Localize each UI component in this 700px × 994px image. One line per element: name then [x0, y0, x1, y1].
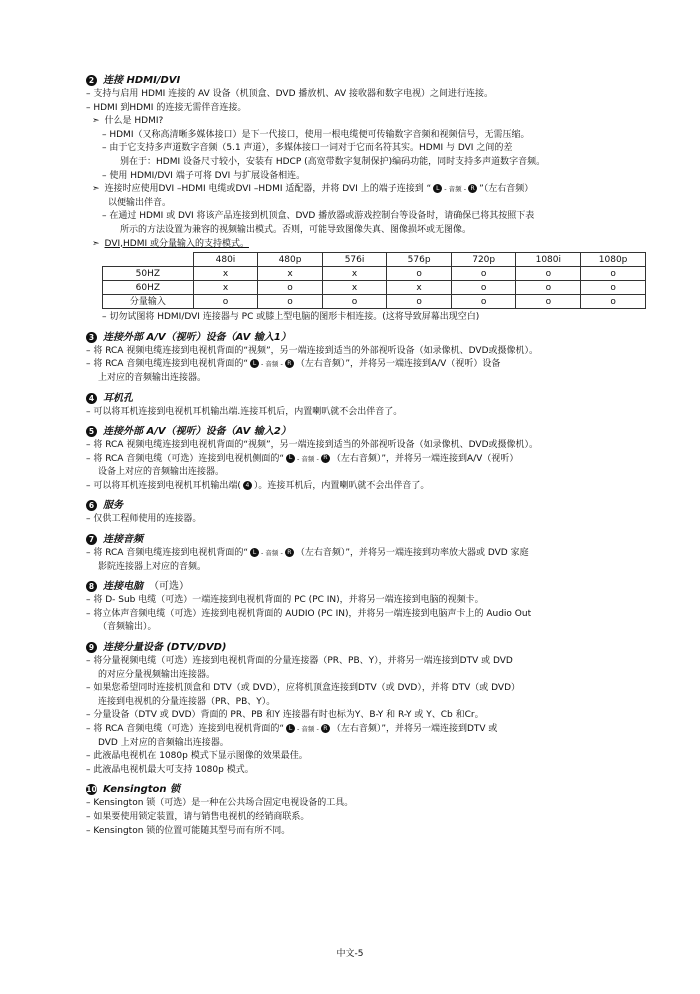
- table-cell: o: [516, 295, 581, 309]
- table-row-header: 60HZ: [103, 281, 194, 295]
- table-cell: o: [516, 281, 581, 295]
- text-line: – 如果要使用锁定装置，请与销售电视机的经销商联系。: [86, 811, 310, 822]
- section-number-badge: 3: [86, 332, 97, 343]
- text-line: – 如果您希望同时连接机顶盒和 DTV（或 DVD），应将机顶盒连接到DTV（或 DVD），并将 DTV（或 DVD）: [86, 683, 520, 694]
- text-run: – 将 RCA 音频电缆连接到电视机背面的“: [86, 359, 248, 370]
- table-cell: x: [193, 267, 257, 281]
- table-cell: o: [193, 295, 257, 309]
- table-column-header: 576p: [387, 253, 452, 267]
- table-cell: o: [387, 267, 452, 281]
- table-cell: o: [581, 267, 646, 281]
- table-row: [103, 295, 646, 309]
- table-cell: x: [322, 281, 386, 295]
- arrow-bullet-icon: ➣: [92, 184, 100, 195]
- text-line: 以便输出伴音。: [108, 197, 172, 208]
- text-line: – 可以将耳机连接到电视机耳机输出端.连接耳机后，内置喇叭就不会出伴音了。: [86, 406, 403, 417]
- audio-left-icon: L: [433, 184, 442, 193]
- audio-label: - 音频 -: [444, 185, 467, 194]
- supported-modes-table: [102, 252, 646, 309]
- table-row-header: 50HZ: [103, 267, 194, 281]
- text-run: ）。连接耳机后，内置喇叭就不会出伴音了。: [253, 480, 430, 491]
- section-title: 连接电脑: [103, 581, 143, 593]
- arrow-bullet-icon: ➣: [92, 238, 100, 249]
- bullet-what-is-hdmi: [86, 115, 646, 129]
- section-heading: [86, 532, 646, 547]
- section-title: 耳机孔: [103, 392, 133, 404]
- text-line: – 支持与启用 HDMI 连接的 AV 设备（机顶盒、DVD 播放机、AV 接收器和数字电视）之间进行连接。: [86, 89, 493, 99]
- section-number-badge: 2: [86, 75, 97, 86]
- text-line: 上对应的音频输出连接器。: [98, 372, 207, 383]
- section-heading: [86, 498, 646, 513]
- table-cell: o: [451, 267, 516, 281]
- audio-left-icon: L: [250, 548, 259, 557]
- text-run: – 将 RCA 音频电缆连接到电视机背面的“: [86, 548, 248, 559]
- table-row-header: 分量输入: [103, 295, 194, 309]
- section-av-input-2: [86, 424, 646, 493]
- table-cell: o: [387, 295, 452, 309]
- text-line: – 分量设备（DTV 或 DVD）背面的 PR、PB 和Y 连接器有时也标为Y、B-Y 和 R-Y 或 Y、Cb 和Cr。: [86, 710, 484, 721]
- audio-left-icon: L: [286, 724, 295, 733]
- section-heading: [86, 579, 646, 594]
- section-av-input-1: [86, 330, 646, 386]
- text-line: [86, 547, 646, 561]
- text-line: – 由于它支持多声道数字音频（5.1 声道），多媒体接口一词对于它而名符其实。HDMI 与 DVI 之间的差: [102, 143, 513, 154]
- table-cell: o: [258, 295, 323, 309]
- section-heading: [86, 424, 646, 439]
- text-line: [86, 453, 646, 467]
- text-line: [86, 480, 646, 494]
- bullet-title: 什么是 HDMI?: [104, 116, 164, 127]
- section-subtitle: （可选）: [149, 581, 189, 593]
- table-header-row: [103, 253, 646, 267]
- text-line: – 在通过 HDMI 或 DVI 将该产品连接到机顶盒、DVD 播放器或游戏控制台等设备时，请确保已将其按照下表: [102, 211, 535, 222]
- section-heading: [86, 391, 646, 406]
- section-number-badge: 4: [86, 393, 97, 404]
- section-title: 连接外部 A/V（视听）设备（AV 输入1）: [103, 331, 291, 343]
- audio-label: - 音频 -: [297, 725, 319, 733]
- section-title: Kensington 锁: [103, 784, 181, 796]
- audio-right-icon: R: [468, 184, 477, 193]
- section-number-badge: 7: [86, 534, 97, 545]
- text-run: （左右音频）”，并将另一端连接到A/V（视听）: [331, 453, 519, 464]
- page-content: [86, 73, 646, 843]
- audio-right-icon: R: [285, 548, 294, 557]
- audio-label: - 音频 -: [261, 549, 283, 558]
- section-number-badge: 8: [86, 581, 97, 592]
- table-corner-cell: [103, 253, 194, 267]
- table-cell: o: [258, 281, 323, 295]
- section-component: [86, 640, 646, 777]
- text-line: – 将 RCA 视频电缆连接到电视机背面的“视频”，另一端连接到适当的外部视听设备（如录像机、DVD或摄像机）。: [86, 345, 539, 356]
- table-column-header: 720p: [451, 253, 516, 267]
- section-heading: [86, 640, 646, 655]
- table-cell: o: [516, 267, 581, 281]
- text-line: [86, 723, 646, 737]
- section-title: 连接分量设备 (DTV/DVD): [103, 642, 227, 654]
- text-line: 的对应分量视频输出连接器。: [98, 669, 216, 680]
- audio-label: - 音频 -: [261, 360, 283, 369]
- section-number-badge: 6: [86, 500, 97, 511]
- section-headphone-jack: [86, 391, 646, 420]
- section-number-badge: 5: [86, 426, 97, 437]
- table-cell: x: [322, 267, 386, 281]
- section-pc: [86, 579, 646, 635]
- text-line: – 仅供工程师使用的连接器。: [86, 514, 202, 525]
- text-line: DVD 上对应的音频输出连接器。: [98, 737, 229, 748]
- table-cell: o: [451, 281, 516, 295]
- text-line: – HDMI 到HDMI 的连接无需伴音连接。: [86, 102, 247, 113]
- section-title: 连接 HDMI/DVI: [103, 75, 181, 86]
- text-line: – HDMI（又称高清晰多媒体接口）是下一代接口，使用一根电缆便可传输数字音频和视频信号，无需压缩。: [102, 129, 530, 140]
- text-line: – 将立体声音频电缆（可选）连接到电视机背面的 AUDIO (PC IN)，并将另一端连接到电脑声卡上的 Audio Out: [86, 608, 532, 619]
- bullet-title: DVI,HDMI 或分量输入的支持模式。: [104, 238, 249, 249]
- table-column-header: 576i: [322, 253, 386, 267]
- section-service: [86, 498, 646, 527]
- text-line: （音频输出）。: [98, 622, 157, 633]
- table-column-header: 1080p: [581, 253, 646, 267]
- arrow-bullet-icon: ➣: [92, 116, 100, 127]
- audio-right-icon: R: [321, 454, 330, 463]
- text-line: – 将分量视频电缆（可选）连接到电视机背面的分量连接器（PR、PB、Y），并将另一端连接到DTV 或 DVD: [86, 656, 513, 667]
- text-run: （左右音频）”，并将另一端连接到功率放大器或 DVD 家庭: [295, 548, 529, 559]
- section-title: 连接外部 A/V（视听）设备（AV 输入2）: [103, 426, 291, 438]
- table-cell: o: [581, 295, 646, 309]
- text-line: 所示的方法设置为兼容的视频输出模式。否则，可能导致图像失真、图像损坏或无图像。: [120, 224, 472, 235]
- section-number-badge: 10: [86, 785, 97, 795]
- text-line: – 切勿试图将 HDMI/DVI 连接器与 PC 或膝上型电脑的图形卡相连接。(这将导致屏幕出现空白): [102, 312, 480, 323]
- text-line: – Kensington 锁的位置可能随其型号而有所不同。: [86, 825, 291, 836]
- text-line: 连接到电视机的分量连接器（PR、PB、Y）。: [98, 696, 276, 707]
- audio-right-icon: R: [285, 359, 294, 368]
- section-kensington: [86, 782, 646, 838]
- audio-label: - 音频 -: [297, 454, 319, 463]
- section-heading: [86, 73, 646, 88]
- table-row: [103, 281, 646, 295]
- bullet-supported-modes: [86, 238, 646, 252]
- text-line: [86, 358, 646, 372]
- headphone-ref-icon: 4: [243, 481, 252, 490]
- table-cell: o: [451, 295, 516, 309]
- table-cell: x: [387, 281, 452, 295]
- text-run: – 可以将耳机连接到电视机耳机输出端(: [86, 480, 241, 491]
- audio-left-icon: L: [250, 359, 259, 368]
- table-cell: o: [322, 295, 386, 309]
- text-run: 连接时应使用DVI –HDMI 电缆或DVI –HDMI 适配器，并将 DVI 上的端子连接到 “: [104, 184, 432, 195]
- text-line: – 此液晶电视机最大可支持 1080p 模式。: [86, 764, 254, 775]
- text-line: – 使用 HDMI/DVI 端子可将 DVI 与扩展设备相连。: [102, 170, 306, 181]
- text-line: 别在于：HDMI 设备尺寸较小，安装有 HDCP (高宽带数字复制保护)编码功能，同时支持多声道数字音频。: [120, 156, 546, 167]
- text-line: – Kensington 锁（可选）是一种在公共场合固定电视设备的工具。: [86, 798, 354, 809]
- section-audio: [86, 532, 646, 574]
- table-column-header: 1080i: [516, 253, 581, 267]
- bullet-dvi-note: [86, 183, 646, 197]
- section-heading: [86, 782, 646, 797]
- section-title: 服务: [103, 500, 123, 512]
- text-run: （左右音频）”，并将另一端连接到DTV 或: [331, 724, 498, 734]
- page-number: 中文-5: [336, 949, 364, 959]
- text-line: – 将 RCA 视频电缆连接到电视机背面的“视频”，另一端连接到适当的外部视听设备（如录像机、DVD或摄像机）。: [86, 440, 539, 451]
- section-heading: [86, 330, 646, 345]
- text-line: – 此液晶电视机在 1080p 模式下显示图像的效果最佳。: [86, 751, 308, 762]
- table-cell: x: [193, 281, 257, 295]
- text-line: – 将 D- Sub 电缆（可选）一端连接到电视机背面的 PC (PC IN)，并将另一端连接到电脑的视频卡。: [86, 595, 484, 606]
- text-run: ”（左右音频）: [479, 184, 534, 195]
- section-hdmi-dvi: [86, 73, 646, 325]
- text-run: – 将 RCA 音频电缆（可选）连接到电视机背面的“: [86, 724, 284, 734]
- table-cell: x: [258, 267, 323, 281]
- table-row: [103, 267, 646, 281]
- text-line: 设备上对应的音频输出连接器。: [98, 467, 225, 478]
- section-title: 连接音频: [103, 534, 143, 546]
- text-line: 影院连接器上对应的音频。: [98, 561, 207, 572]
- table-cell: o: [581, 281, 646, 295]
- text-run: （左右音频）”，并将另一端连接到A/V（视听）设备: [295, 359, 501, 370]
- text-run: – 将 RCA 音频电缆（可选）连接到电视机侧面的“: [86, 453, 284, 464]
- audio-left-icon: L: [286, 454, 295, 463]
- table-column-header: 480p: [258, 253, 323, 267]
- audio-right-icon: R: [321, 724, 330, 733]
- table-column-header: 480i: [193, 253, 257, 267]
- section-number-badge: 9: [86, 642, 97, 653]
